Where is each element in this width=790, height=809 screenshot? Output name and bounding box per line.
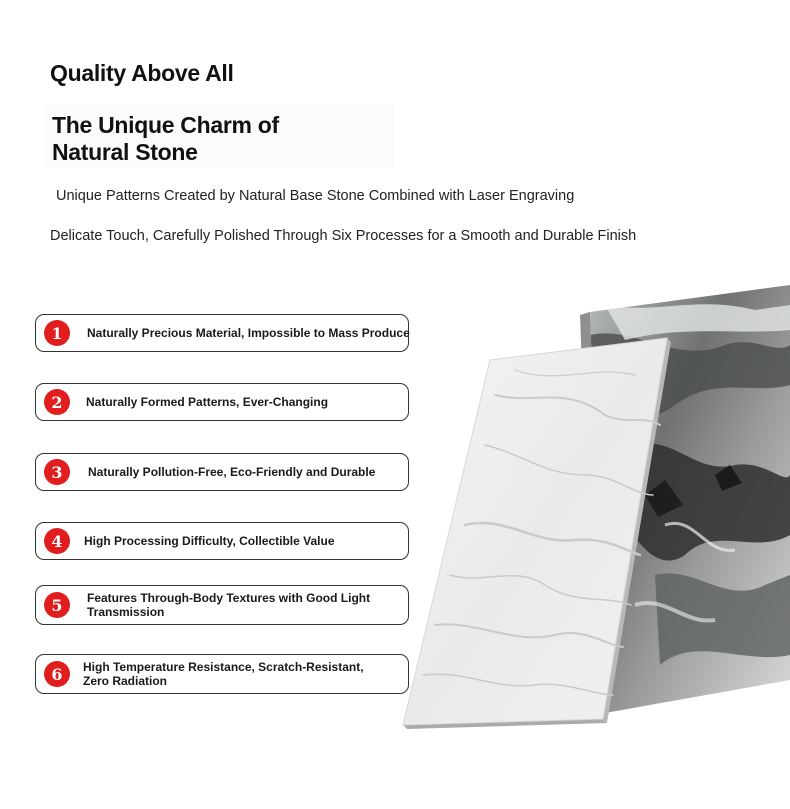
number-badge-icon: 5 [44,592,70,618]
stone-slab-image [395,275,790,745]
feature-text [83,660,364,688]
feature-text [87,591,370,619]
tagline-2: Delicate Touch, Carefully Polished Through Six Processes for a Smooth and Durable Finish [50,228,637,244]
tagline-1: Unique Patterns Created by Natural Base Stone Combined with Laser Engraving [56,188,575,204]
number-badge-icon: 1 [44,320,70,346]
feature-item-6 [35,654,409,694]
feature-text-line-1: High Temperature Resistance, Scratch-Resistant, [83,660,364,674]
feature-item-5 [35,585,409,625]
number-badge-icon: 3 [44,459,70,485]
subheading-line-2: Natural Stone [52,139,198,165]
feature-item-3 [35,453,409,491]
feature-text: Naturally Formed Patterns, Ever-Changing [86,395,329,409]
page-heading: Quality Above All [50,60,234,86]
feature-text-line-1: Features Through-Body Textures with Good Light [87,591,371,605]
feature-item-4 [35,522,409,560]
number-badge-icon: 2 [44,389,70,415]
feature-text: Naturally Pollution-Free, Eco-Friendly and Durable [88,465,376,479]
subheading-line-1: The Unique Charm of [52,112,279,138]
number-badge-icon: 4 [44,528,70,554]
feature-text: Naturally Precious Material, Impossible to Mass Produce [87,326,410,340]
number-badge-icon: 6 [44,661,70,687]
feature-text-line-2: Transmission [87,605,165,619]
feature-item-1 [35,314,409,352]
feature-text-line-2: Zero Radiation [83,674,168,688]
feature-item-2 [35,383,409,421]
feature-text: High Processing Difficulty, Collectible Value [84,534,335,548]
subheading [52,112,279,166]
